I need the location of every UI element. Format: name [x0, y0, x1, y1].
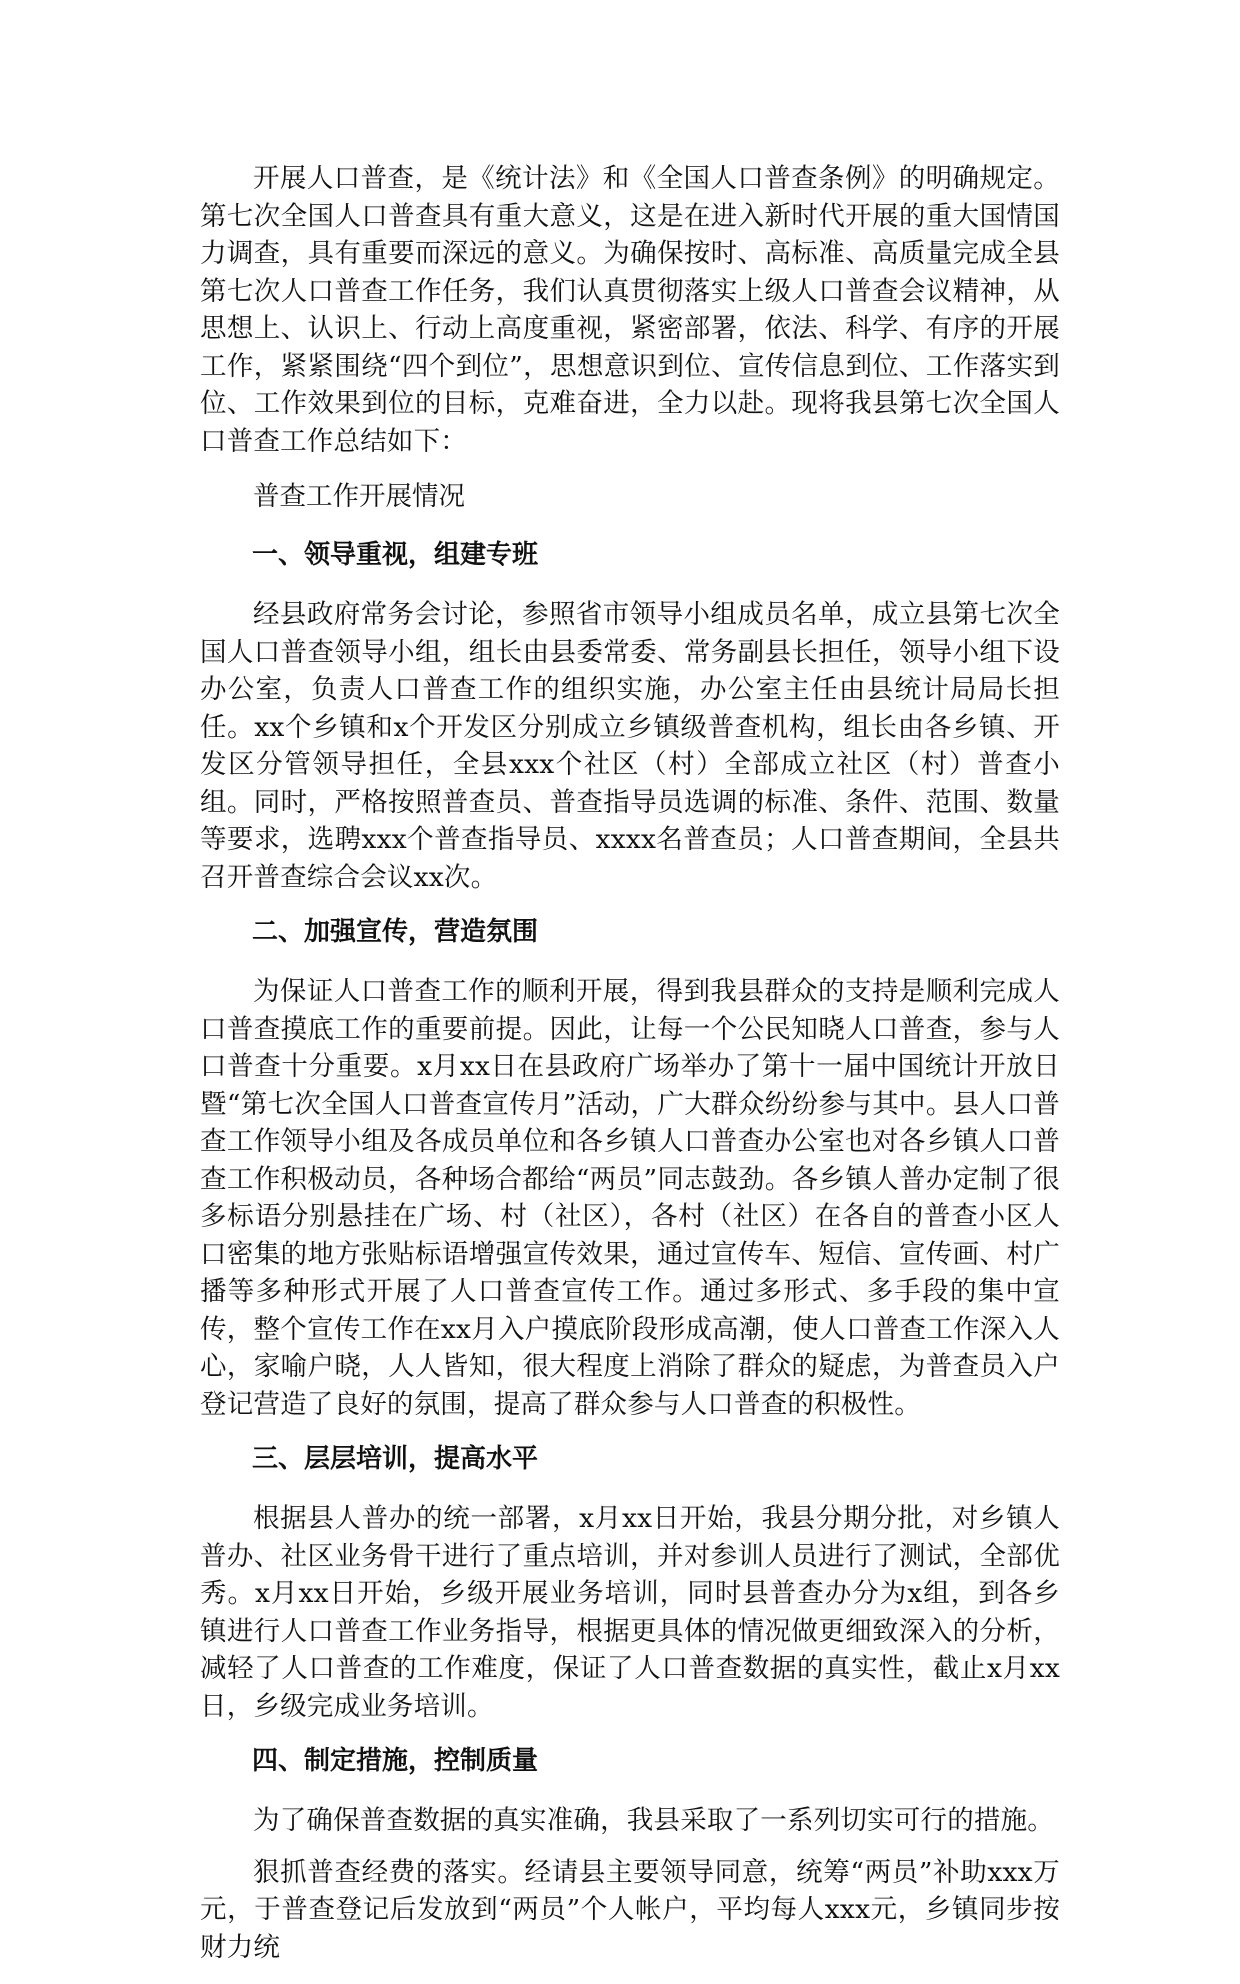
section-heading-1: 一、领导重视，组建专班: [252, 540, 539, 570]
section-heading-4: 四、制定措施，控制质量: [252, 1746, 539, 1776]
intro-paragraph: 开展人口普查，是《统计法》和《全国人口普查条例》的明确规定。第七次全国人口普查具有重大意义，这是在进入新时代开展的重大国情国力调查，具有重要而深远的意义。为确保按时、高标准、高质量完成全县第七次人口普查工作任务，我们认真贯彻落实上级人口普查会议精神，从思想上、认识上、行动上高度重视，紧密部署，依法、科学、有序的开展工作，紧紧围绕“四个到位”，思想意识到位、宣传信息到位、工作落实到位、工作效果到位的目标，克难奋进，全力以赴。现将我县第七次全国人口普查工作总结如下：: [200, 163, 1060, 457]
section-heading-3: 三、层层培训，提高水平: [252, 1444, 539, 1474]
section-4-paragraph-2: 狠抓普查经费的落实。经请县主要领导同意，统筹“两员”补助xxx万元，于普查登记后发放到“两员”个人帐户，平均每人xxx元，乡镇同步按财力统: [200, 1856, 1060, 1963]
document-page: [200, 160, 1060, 1984]
section-4-paragraph-1: 为了确保普查数据的真实准确，我县采取了一系列切实可行的措施。: [253, 1805, 1054, 1836]
section-1-paragraph: 经县政府常务会讨论，参照省市领导小组成员名单，成立县第七次全国人口普查领导小组，组长由县委常委、常务副县长担任，领导小组下设办公室，负责人口普查工作的组织实施，办公室主任由县统计局局长担任。xx个乡镇和x个开发区分别成立乡镇级普查机构，组长由各乡镇、开发区分管领导担任，全县xxx个社区（村）全部成立社区（村）普查小组。同时，严格按照普查员、普查指导员选调的标准、条件、范围、数量等要求，选聘xxx个普查指导员、xxxx名普查员；人口普查期间，全县共召开普查综合会议xx次。: [200, 599, 1060, 893]
section-2-paragraph: 为保证人口普查工作的顺利开展，得到我县群众的支持是顺利完成人口普查摸底工作的重要前提。因此，让每一个公民知晓人口普查，参与人口普查十分重要。x月xx日在县政府广场举办了第十一届中国统计开放日暨“第七次全国人口普查宣传月”活动，广大群众纷纷参与其中。县人口普查工作领导小组及各成员单位和各乡镇人口普查办公室也对各乡镇人口普查工作积极动员，各种场合都给“两员”同志鼓劲。各乡镇人普办定制了很多标语分别悬挂在广场、村（社区），各村（社区）在各自的普查小区人口密集的地方张贴标语增强宣传效果，通过宣传车、短信、宣传画、村广播等多种形式开展了人口普查宣传工作。通过多形式、多手段的集中宣传，整个宣传工作在xx月入户摸底阶段形成高潮，使人口普查工作深入人心，家喻户晓，人人皆知，很大程度上消除了群众的疑虑，为普查员入户登记营造了良好的氛围，提高了群众参与人口普查的积极性。: [200, 976, 1060, 1420]
section-title: 普查工作开展情况: [253, 481, 465, 512]
section-3-paragraph: 根据县人普办的统一部署，x月xx日开始，我县分期分批，对乡镇人普办、社区业务骨干进行了重点培训，并对参训人员进行了测试，全部优秀。x月xx日开始，乡级开展业务培训，同时县普查办分为x组，到各乡镇进行人口普查工作业务指导，根据更具体的情况做更细致深入的分析，减轻了人口普查的工作难度，保证了人口普查数据的真实性，截止x月xx日，乡级完成业务培训。: [200, 1503, 1060, 1722]
section-heading-2: 二、加强宣传，营造氛围: [252, 917, 539, 947]
